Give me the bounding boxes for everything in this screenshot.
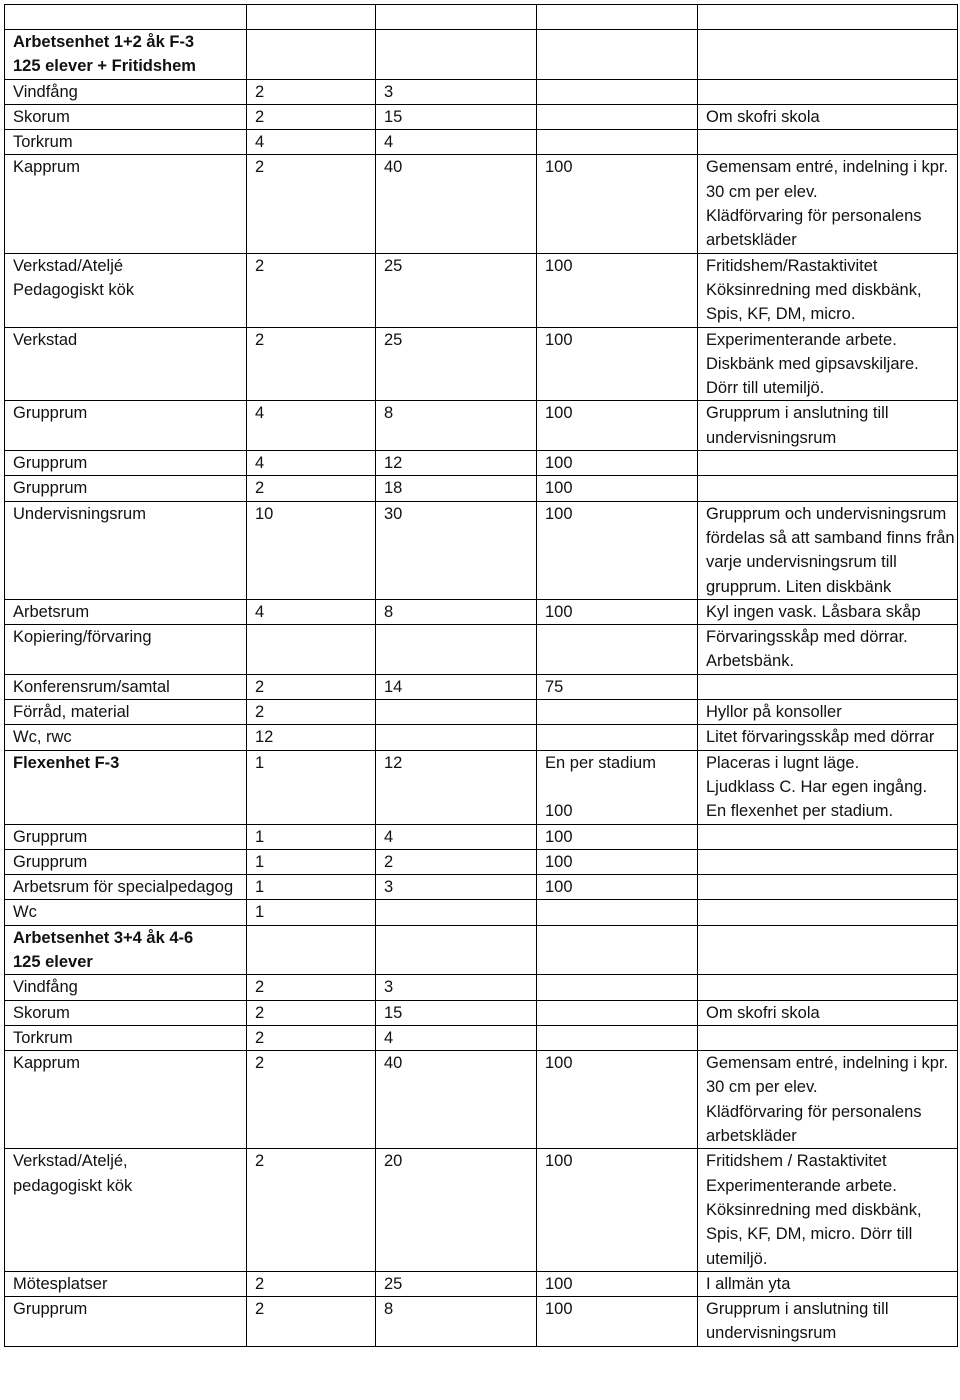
table-cell: 2 [247,476,376,501]
table-cell [698,451,958,476]
table-cell: 1 [247,750,376,824]
table-row [5,900,958,925]
table-cell: 100 [537,253,698,327]
table-cell: Undervisningsrum [5,501,247,599]
table-cell: 100 [537,327,698,401]
table-cell: Grupprum i anslutning till undervisningsrum [698,1297,958,1347]
table-cell: Wc [5,900,247,925]
table-cell: Kopiering/förvaring [5,625,247,675]
table-cell [698,130,958,155]
table-cell: 2 [247,700,376,725]
table-cell: Arbetsenhet 3+4 åk 4-6 125 elever [5,925,247,975]
table-cell: 4 [376,824,537,849]
table-cell: 30 [376,501,537,599]
table-cell [247,5,376,30]
table-cell: 100 [537,1271,698,1296]
table-cell: 100 [537,451,698,476]
table-cell: 2 [247,253,376,327]
table-cell: 10 [247,501,376,599]
table-cell: 8 [376,1297,537,1347]
table-cell: 2 [376,849,537,874]
table-cell: Hyllor på konsoller [698,700,958,725]
table-cell: Kyl ingen vask. Låsbara skåp [698,599,958,624]
table-row [5,1000,958,1025]
table-cell: 8 [376,599,537,624]
table-cell: 1 [247,824,376,849]
table-row [5,104,958,129]
table-cell: 100 [537,875,698,900]
table-cell: Torkrum [5,1025,247,1050]
table-row [5,875,958,900]
table-cell: 100 [537,476,698,501]
table-cell: 15 [376,104,537,129]
table-cell: Flexenhet F-3 [5,750,247,824]
table-cell: Wc, rwc [5,725,247,750]
table-cell: 2 [247,674,376,699]
table-row [5,1051,958,1149]
table-cell [698,30,958,80]
table-row [5,501,958,599]
table-cell: Arbetsrum för specialpedagog [5,875,247,900]
table-cell: 100 [537,1297,698,1347]
table-cell: Placeras i lugnt läge. Ljudklass C. Har egen ingång. En flexenhet per stadium. [698,750,958,824]
table-cell: 1 [247,875,376,900]
table-row [5,130,958,155]
table-cell: 20 [376,1149,537,1271]
table-cell: Skorum [5,104,247,129]
table-row [5,1271,958,1296]
table-row [5,700,958,725]
table-cell: 100 [537,401,698,451]
table-cell: Verkstad/Ateljé, pedagogiskt kök [5,1149,247,1271]
table-cell: 2 [247,79,376,104]
table-cell: 2 [247,1297,376,1347]
table-cell [247,30,376,80]
table-cell: 100 [537,1051,698,1149]
table-cell: Verkstad/Ateljé Pedagogiskt kök [5,253,247,327]
table-cell [537,700,698,725]
table-cell: Litet förvaringsskåp med dörrar [698,725,958,750]
table-cell: 100 [537,824,698,849]
table-cell: 40 [376,1051,537,1149]
table-cell: 75 [537,674,698,699]
table-cell: 100 [537,501,698,599]
table-cell [537,79,698,104]
table-cell [698,925,958,975]
table-row [5,725,958,750]
table-cell: 25 [376,1271,537,1296]
table-row [5,1149,958,1271]
table-cell [537,104,698,129]
table-cell: Torkrum [5,130,247,155]
table-cell [376,900,537,925]
table-cell [698,1025,958,1050]
table-cell: Om skofri skola [698,1000,958,1025]
table-cell [537,900,698,925]
section-header-row [5,925,958,975]
table-cell [537,625,698,675]
table-cell: 2 [247,104,376,129]
table-row [5,625,958,675]
table-row [5,327,958,401]
section-header-row [5,750,958,824]
table-cell [698,975,958,1000]
table-cell: Fritidshem/Rastaktivitet Köksinredning med diskbänk, Spis, KF, DM, micro. [698,253,958,327]
table-cell [247,625,376,675]
table-row [5,674,958,699]
table-cell: Gemensam entré, indelning i kpr. 30 cm per elev. Klädförvaring för personalens arbetskläder [698,1051,958,1149]
table-cell: Kapprum [5,1051,247,1149]
table-row [5,849,958,874]
table-row [5,476,958,501]
table-cell: En per stadium 100 [537,750,698,824]
table-cell: 3 [376,79,537,104]
table-cell: 14 [376,674,537,699]
table-row [5,401,958,451]
table-cell [698,824,958,849]
table-cell [537,130,698,155]
table-cell: 100 [537,849,698,874]
table-row [5,1297,958,1347]
table-cell [698,849,958,874]
table-cell: 18 [376,476,537,501]
table-cell: 2 [247,1149,376,1271]
table-cell: Konferensrum/samtal [5,674,247,699]
table-cell: Grupprum [5,849,247,874]
table-row [5,451,958,476]
table-cell: 3 [376,975,537,1000]
table-cell [537,5,698,30]
table-cell [537,1025,698,1050]
table-cell: 2 [247,327,376,401]
table-cell [698,674,958,699]
table-header-row [5,5,958,30]
section-header-row [5,30,958,80]
table-cell [376,625,537,675]
table-cell: Mötesplatser [5,1271,247,1296]
table-cell [537,1000,698,1025]
table-cell: Kapprum [5,155,247,253]
table-row [5,975,958,1000]
table-cell: Grupprum i anslutning till undervisningsrum [698,401,958,451]
table-cell: Vindfång [5,79,247,104]
table-cell: 100 [537,155,698,253]
table-cell [698,79,958,104]
table-cell: 1 [247,900,376,925]
table-cell: Grupprum [5,401,247,451]
table-cell: 25 [376,327,537,401]
table-cell [698,875,958,900]
table-cell [376,700,537,725]
table-cell [698,476,958,501]
table-row [5,824,958,849]
table-cell [698,5,958,30]
table-cell: 4 [376,1025,537,1050]
table-cell: 2 [247,975,376,1000]
table-cell: 4 [247,599,376,624]
table-row [5,79,958,104]
table-cell: 4 [247,130,376,155]
table-cell: 1 [247,849,376,874]
table-cell: Gemensam entré, indelning i kpr. 30 cm per elev. Klädförvaring för personalens arbetskläder [698,155,958,253]
table-cell: 2 [247,1051,376,1149]
table-cell: Arbetsenhet 1+2 åk F-3 125 elever + Fritidshem [5,30,247,80]
table-cell: 2 [247,1271,376,1296]
table-cell [376,30,537,80]
table-cell: 12 [376,750,537,824]
table-body [5,5,958,1347]
table-cell [376,925,537,975]
table-cell: 12 [247,725,376,750]
table-cell: 3 [376,875,537,900]
table-cell: 2 [247,1025,376,1050]
room-requirements-table [4,4,958,1347]
table-cell: Grupprum och undervisningsrum fördelas så att samband finns från varje undervisningsrum till grupprum. Liten diskbänk [698,501,958,599]
table-row [5,599,958,624]
table-cell: Grupprum [5,1297,247,1347]
table-cell: 100 [537,599,698,624]
table-cell [537,975,698,1000]
table-cell [537,30,698,80]
table-cell [376,725,537,750]
table-cell: 15 [376,1000,537,1025]
table-cell: Grupprum [5,451,247,476]
table-cell: Grupprum [5,824,247,849]
table-cell [376,5,537,30]
table-cell: Arbetsrum [5,599,247,624]
table-cell: Förråd, material [5,700,247,725]
table-cell [537,725,698,750]
table-row [5,1025,958,1050]
table-cell [698,900,958,925]
table-cell: 12 [376,451,537,476]
table-cell: Förvaringsskåp med dörrar. Arbetsbänk. [698,625,958,675]
table-cell [247,925,376,975]
table-cell: Verkstad [5,327,247,401]
table-cell: Om skofri skola [698,104,958,129]
table-cell: 2 [247,1000,376,1025]
table-cell: 100 [537,1149,698,1271]
table-cell [537,925,698,975]
table-cell: 40 [376,155,537,253]
table-cell: Vindfång [5,975,247,1000]
table-cell: Skorum [5,1000,247,1025]
table-row [5,155,958,253]
table-cell: 2 [247,155,376,253]
table-cell: Fritidshem / Rastaktivitet Experimenterande arbete. Köksinredning med diskbänk, Spis, KF, DM, micro. Dörr till utemiljö. [698,1149,958,1271]
table-cell: Grupprum [5,476,247,501]
table-cell: 8 [376,401,537,451]
table-cell: 4 [247,401,376,451]
table-cell: 4 [376,130,537,155]
table-cell: 4 [247,451,376,476]
table-cell: I allmän yta [698,1271,958,1296]
table-cell: 25 [376,253,537,327]
table-row [5,253,958,327]
table-cell [5,5,247,30]
table-cell: Experimenterande arbete. Diskbänk med gipsavskiljare. Dörr till utemiljö. [698,327,958,401]
